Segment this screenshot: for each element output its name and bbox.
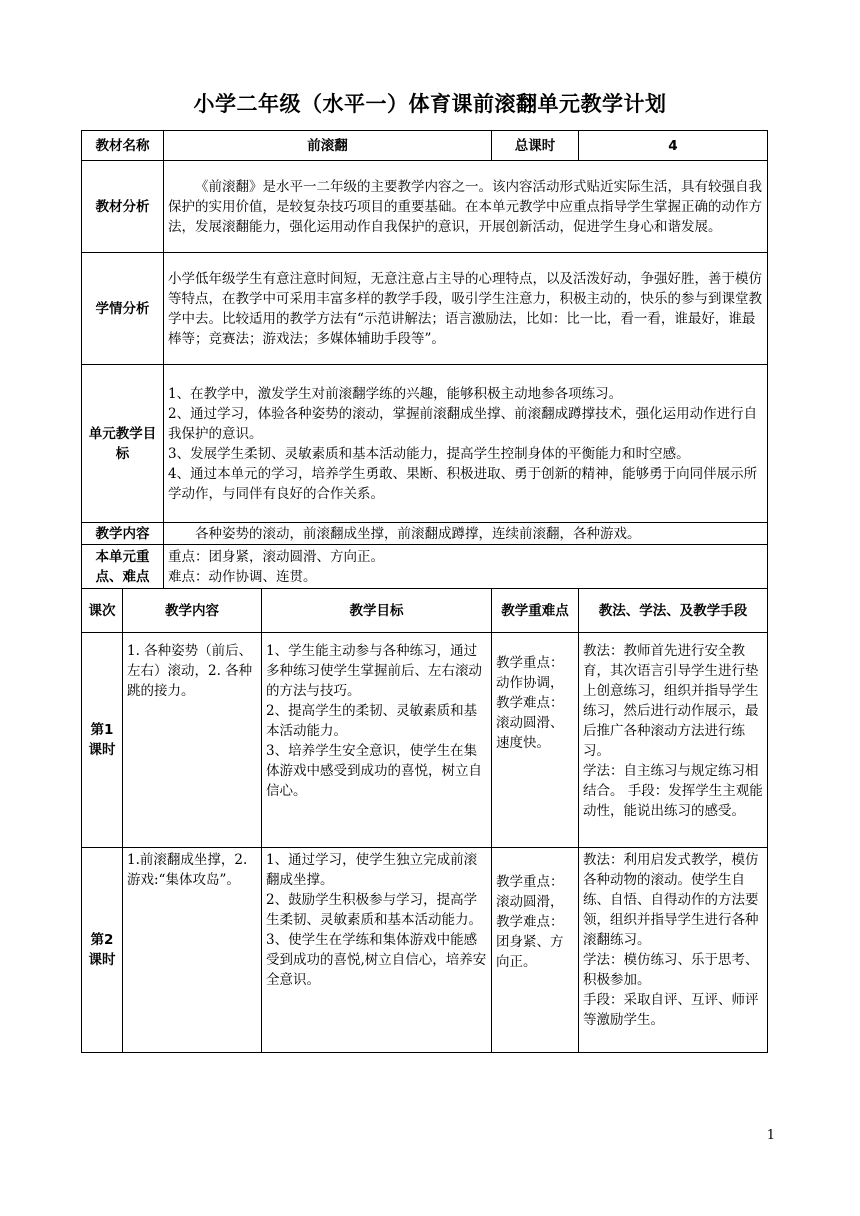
lesson-methods: 教法：教师首先进行安全教育，其次语言引导学生进行垫上创意练习，组织并指导学生练习，然后进行动作展示，最后推广各种滚动方法进行练习。 学法：自主练习与规定练习相结合。 手段：发挥学生主观能动性，能说出练习的感受。 [579,633,768,848]
content-label: 教学内容 [82,523,164,545]
learner-analysis-label: 学情分析 [82,253,164,365]
lesson-number: 第2课时 [82,848,123,1053]
lesson-key-points: 教学重点：滚动圆滑，教学难点：团身紧、方向正。 [492,848,579,1053]
unit-goals-cell [164,365,768,523]
lesson-number: 第1课时 [82,633,123,848]
lesson-goals: 1、学生能主动参与各种练习，通过多种练习使学生掌握前后、左右滚动的方法与技巧。 2、提高学生的柔韧、灵敏素质和基本活动能力。 3、培养学生安全意识，使学生在集体游戏中感受到成功的喜悦，树立自信心。 [262,633,492,848]
table-row [82,161,768,253]
material-name-label: 教材名称 [82,131,164,161]
lesson-goals: 1、通过学习，使学生独立完成前滚翻成坐撑。 2、鼓励学生积极参与学习，提高学生柔韧、灵敏素质和基本活动能力。 3、使学生在学练和集体游戏中能感受到成功的喜悦,树立自信心，培养安全意识。 [262,848,492,1053]
goal-item: 3、发展学生柔韧、灵敏素质和基本活动能力，提高学生控制身体的平衡能力和时空感。 [168,445,690,462]
material-name-value: 前滚翻 [164,131,492,161]
table-row [82,633,768,848]
key-point-text: 重点：团身紧，滚动圆滑、方向正。 [168,549,384,565]
unit-plan-table [81,130,768,1053]
goal-item: 4、通过本单元的学习，培养学生勇敢、果断、积极进取、勇于创新的精神，能够勇于向同伴展示所学动作，与同伴有良好的合作关系。 [168,465,758,502]
page-number: 1 [766,1128,775,1143]
learner-analysis-text: 小学低年级学生有意注意时间短，无意注意占主导的心理特点，以及活泼好动，争强好胜，善于模仿等特点，在教学中可采用丰富多样的教学手段，吸引学生注意力，积极主动的，快乐的参与到课堂教学中去。比较适用的教学方法有“示范讲解法；语言激励法，比如：比一比，看一看，谁最好，谁最棒等；竞赛法；游戏法；多媒体辅助手段等”。 [164,253,768,365]
table-row [82,848,768,1053]
analysis-text: 《前滚翻》是水平一二年级的主要教学内容之一。该内容活动形式贴近实际生活，具有较强自我保护的实用价值，是较复杂技巧项目的重要基础。在本单元教学中应重点指导学生掌握正确的动作方法，发展滚翻能力，强化运用动作自我保护的意识，开展创新活动，促进学生身心和谐发展。 [164,161,768,253]
table-row [82,131,768,161]
page-title: 小学二年级（水平一）体育课前滚翻单元教学计划 [193,92,667,116]
table-row [82,253,768,365]
lesson-content: 1.前滚翻成坐撑，2.游戏:“集体攻岛”。 [123,848,262,1053]
table-row [82,545,768,589]
content-text: 各种姿势的滚动，前滚翻成坐撑，前滚翻成蹲撑，连续前滚翻，各种游戏。 [164,523,768,545]
unit-goals-label: 单元教学目标 [82,365,164,523]
lesson-key-points: 教学重点：动作协调，教学难点：滚动圆滑、速度快。 [492,633,579,848]
keypoints-cell [164,545,768,589]
col-header-lesson-no: 课次 [82,589,123,633]
goal-item: 1、在教学中，激发学生对前滚翻学练的兴趣，能够积极主动地参各项练习。 [168,385,623,402]
goal-item: 2、通过学习，体验各种姿势的滚动，掌握前滚翻成坐撑、前滚翻成蹲撑技术，强化运用动作进行自我保护的意识。 [168,405,758,442]
col-header-methods: 教法、学法、及教学手段 [579,589,768,633]
difficulty-text: 难点：动作协调、连贯。 [168,569,317,585]
col-header-key-points: 教学重难点 [492,589,579,633]
total-hours-value: 4 [579,131,768,161]
table-row [82,365,768,523]
lesson-content: 1. 各种姿势（前后、左右）滚动，2. 各种跳的接力。 [123,633,262,848]
col-header-goals: 教学目标 [262,589,492,633]
total-hours-label: 总课时 [492,131,579,161]
keypoints-label: 本单元重点、难点 [82,545,164,589]
col-header-content: 教学内容 [123,589,262,633]
lesson-methods: 教法：利用启发式教学，模仿各种动物的滚动。使学生自练、自悟、自得动作的方法要领，组织并指导学生进行各种滚翻练习。 学法：模仿练习、乐于思考、积极参加。 手段：采取自评、互评、师评等激励学生。 [579,848,768,1053]
analysis-label: 教材分析 [82,161,164,253]
table-row [82,523,768,545]
table-row [82,589,768,633]
